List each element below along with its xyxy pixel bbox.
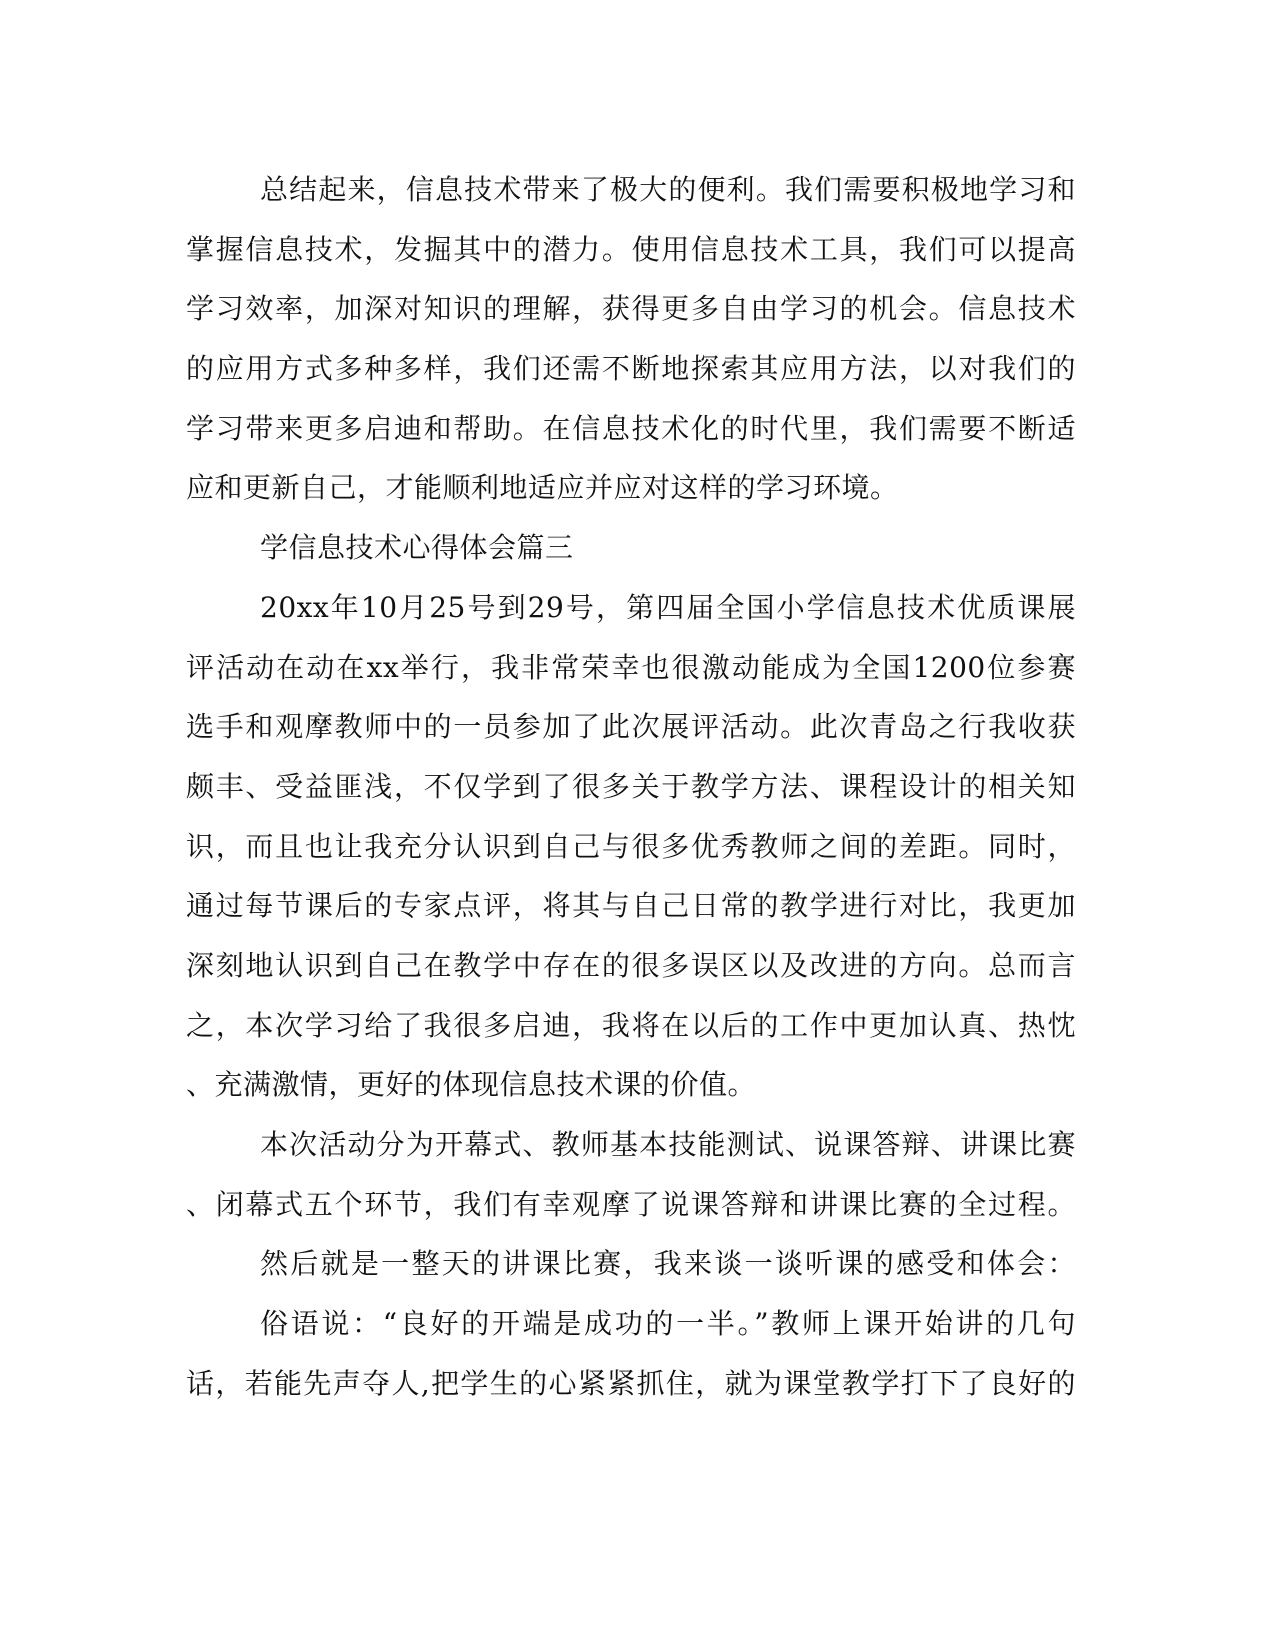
- text-line: 、闭幕式五个环节，我们有幸观摩了说课答辩和讲课比赛的全过程。: [186, 1187, 1076, 1221]
- section-heading: 学信息技术心得体会篇三: [260, 531, 574, 565]
- text-line: 掌握信息技术，发掘其中的潜力。使用信息技术工具，我们可以提高: [186, 232, 1076, 266]
- text-line: 本次活动分为开幕式、教师基本技能测试、说课答辩、讲课比赛: [260, 1128, 1076, 1161]
- text-line: 俗语说：“良好的开端是成功的一半。”教师上课开始讲的几句: [260, 1307, 1076, 1341]
- text-line: 学习带来更多启迪和帮助。在信息技术化的时代里，我们需要不断适: [186, 411, 1076, 445]
- text-line: 之，本次学习给了我很多启迪，我将在以后的工作中更加认真、热忱: [186, 1008, 1076, 1042]
- text-line: 学习效率，加深对知识的理解，获得更多自由学习的机会。信息技术: [186, 292, 1076, 326]
- text-line: 通过每节课后的专家点评，将其与自己日常的教学进行对比，我更加: [186, 889, 1076, 923]
- text-line: 的应用方式多种多样，我们还需不断地探索其应用方法，以对我们的: [186, 352, 1076, 386]
- text-line: 总结起来，信息技术带来了极大的便利。我们需要积极地学习和: [260, 173, 1076, 206]
- text-line: 颇丰、受益匪浅，不仅学到了很多关于教学方法、课程设计的相关知: [186, 769, 1076, 803]
- text-line: 评活动在动在xx举行，我非常荣幸也很激动能成为全国1200位参赛: [186, 650, 1076, 684]
- document-body: [186, 160, 1076, 1413]
- text-line: 、充满激情，更好的体现信息技术课的价值。: [186, 1068, 757, 1102]
- text-line: 深刻地认识到自己在教学中存在的很多误区以及改进的方向。总而言: [186, 948, 1076, 982]
- text-line: 20xx年10月25号到29号，第四届全国小学信息技术优质课展: [260, 590, 1076, 624]
- text-line: 然后就是一整天的讲课比赛，我来谈一谈听课的感受和体会：: [260, 1247, 1076, 1281]
- text-line: 识，而且也让我充分认识到自己与很多优秀教师之间的差距。同时，: [186, 829, 1076, 863]
- text-line: 应和更新自己，才能顺利地适应并应对这样的学习环境。: [186, 471, 899, 505]
- text-line: 话，若能先声夺人,把学生的心紧紧抓住，就为课堂教学打下了良好的: [186, 1366, 1076, 1400]
- text-line: 选手和观摩教师中的一员参加了此次展评活动。此次青岛之行我收获: [186, 710, 1076, 744]
